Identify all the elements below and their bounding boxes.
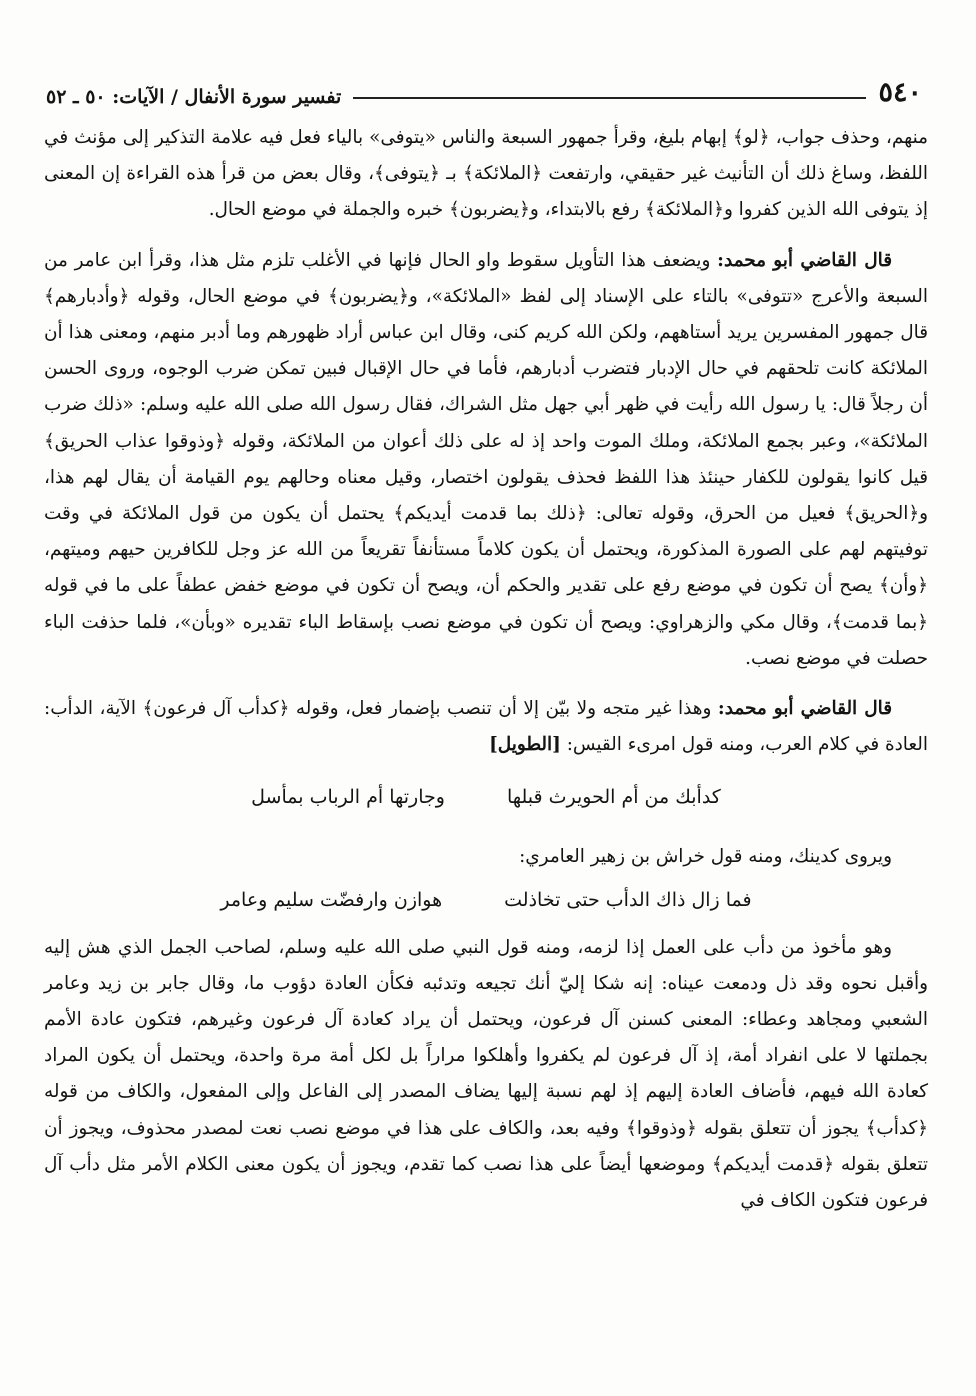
paragraph: [44, 839, 928, 875]
paragraph: [44, 691, 928, 763]
paragraph-text: ويضعف هذا التأويل سقوط واو الحال فإنها في الأغلب تلزم مثل هذا، وقرأ ابن عامر من السبعة والأعرج «تتوفى» بالتاء على الإسناد إلى لفظ «الملائكة»، و﴿يضربون﴾ في موضع الحال، وقوله ﴿وأدبارهم﴾ قال جمهور المفسرين يريد أستاههم، ولكن الله كريم كنى، وقال ابن عباس أراد ظهورهم وما أدبر منهم، ومعنى هذا أن الملائكة كانت تلحقهم في حال الإدبار فتضرب أدبارهم، فأما في حال الإقبال فبين تمكن ضرب الوجوه، وروى الحسن أن رجلاً قال: يا رسول الله رأيت في ظهر أبي جهل مثل الشراك، فقال رسول الله صلى الله عليه وسلم: «ذلك ضرب الملائكة»، وعبر بجمع الملائكة، وملك الموت واحد إذ له على ذلك أعوان من الملائكة، وقوله ﴿وذوقوا عذاب الحريق﴾ قيل كانوا يقولون للكفار حينئذ هذا اللفظ فحذف يقولون اختصار، وقيل معناه وحالهم يوم القيامة أن يقال لهم هذا، و﴿الحريق﴾ فعيل من الحرق، وقوله تعالى: ﴿ذلك بما قدمت أيديكم﴾ يحتمل أن يكون من قول الملائكة في وقت توفيتهم لهم على الصورة المذكورة، ويحتمل أن يكون كلاماً مستأنفاً تقريعاً من الله عز وجل للكافرين حيهم وميتهم، ﴿وأن﴾ يصح أن تكون في موضع رفع على تقدير والحكم أن، ويصح أن تكون في موضع خفض عطفاً على ما في قوله ﴿بما قدمت﴾، وقال مكي والزهراوي: ويصح أن تكون في موضع نصب بإسقاط الباء تقديره «وبأن»، فلما حذفت الباء حصلت في موضع نصب.: [44, 249, 928, 669]
poem-verse: [44, 880, 928, 920]
poem-verse: [44, 777, 928, 817]
paragraph-text: منهم، وحذف جواب، ﴿لو﴾ إبهام بليغ، وقرأ جمهور السبعة والناس «يتوفى» بالياء فعل فيه علامة التذكير إلى مؤنث في اللفظ، وساغ ذلك أن التأنيث غير حقيقي، وارتفعت ﴿الملائكة﴾ بـ ﴿يتوفى﴾، وقال بعض من قرأ هذه القراءة إن المعنى إذ يتوفى الله الذين كفروا و﴿الملائكة﴾ رفع بالابتداء، و﴿يضربون﴾ خبره والجملة في موضع الحال.: [44, 127, 928, 221]
paragraph: [44, 243, 928, 677]
paragraph: [44, 930, 928, 1220]
paragraph-text: وهذا غير متجه ولا بيّن إلا أن تنصب بإضمار فعل، وقوله ﴿كدأب آل فرعون﴾ الآية، الدأب: العادة في كلام العرب، ومنه قول امرىء القيس:: [44, 698, 928, 756]
page-body: [44, 120, 928, 1233]
header-rule: [353, 97, 866, 99]
paragraph-lead: قال القاضي أبو محمد:: [717, 249, 892, 271]
paragraph-lead: قال القاضي أبو محمد:: [717, 698, 892, 720]
paragraph-text: ويروى كدينك، ومنه قول خراش بن زهير العامري:: [519, 846, 892, 868]
verse-hemistich: فما زال ذاك الدأب حتى تخاذلت: [504, 888, 752, 911]
verse-hemistich: وجارتها أم الرباب بمأسل: [251, 786, 445, 809]
verse-hemistich: كدأبك من أم الحويرث قبلها: [506, 786, 721, 809]
running-head: تفسير سورة الأنفال / الآيات: ٥٠ ـ ٥٢: [46, 86, 342, 108]
paragraph: [44, 120, 928, 229]
verse-hemistich: هوازن وارفضّت سليم وعامر: [220, 888, 443, 911]
page-number: ٥٤٠: [878, 77, 922, 108]
paragraph-text: وهو مأخوذ من دأب على العمل إذا لزمه، ومنه قول النبي صلى الله عليه وسلم، لصاحب الجمل الذي هش إليه وأقبل نحوه وقد ذل ودمعت عيناه: إنه شكا إليّ أنك تجيعه وتدئبه فكأن العادة دؤوب ما، وقال جابر بن زيد وعامر الشعبي ومجاهد وعطاء: المعنى كسنن آل فرعون، ويحتمل أن يراد كعادة آل فرعون وغيرهم، فتكون عادة الأمم بجملتها لا على انفراد أمة، إذ آل فرعون لم يكفروا وأهلكوا مراراً بل لكل أمة مرة واحدة، ويحتمل أن يكون المراد كعادة الله فيهم، فأضاف العادة إليهم إذ لهم نسبة إليها يضاف المصدر إلى الفاعل وإلى المفعول، والكاف من قوله ﴿كدأب﴾ يجوز أن تتعلق بقوله ﴿وذوقوا﴾ وفيه بعد، والكاف على هذا في موضع نصب نعت لمصدر محذوف، ويجوز أن تتعلق بقوله ﴿قدمت أيديكم﴾ وموضعها أيضاً على هذا نصب كما تقدم، ويجوز أن يكون معنى الكلام الأمر مثل دأب آل فرعون فتكون الكاف في: [44, 936, 928, 1212]
poetic-meter: [الطويل]: [489, 734, 561, 756]
page-header: [46, 72, 922, 108]
